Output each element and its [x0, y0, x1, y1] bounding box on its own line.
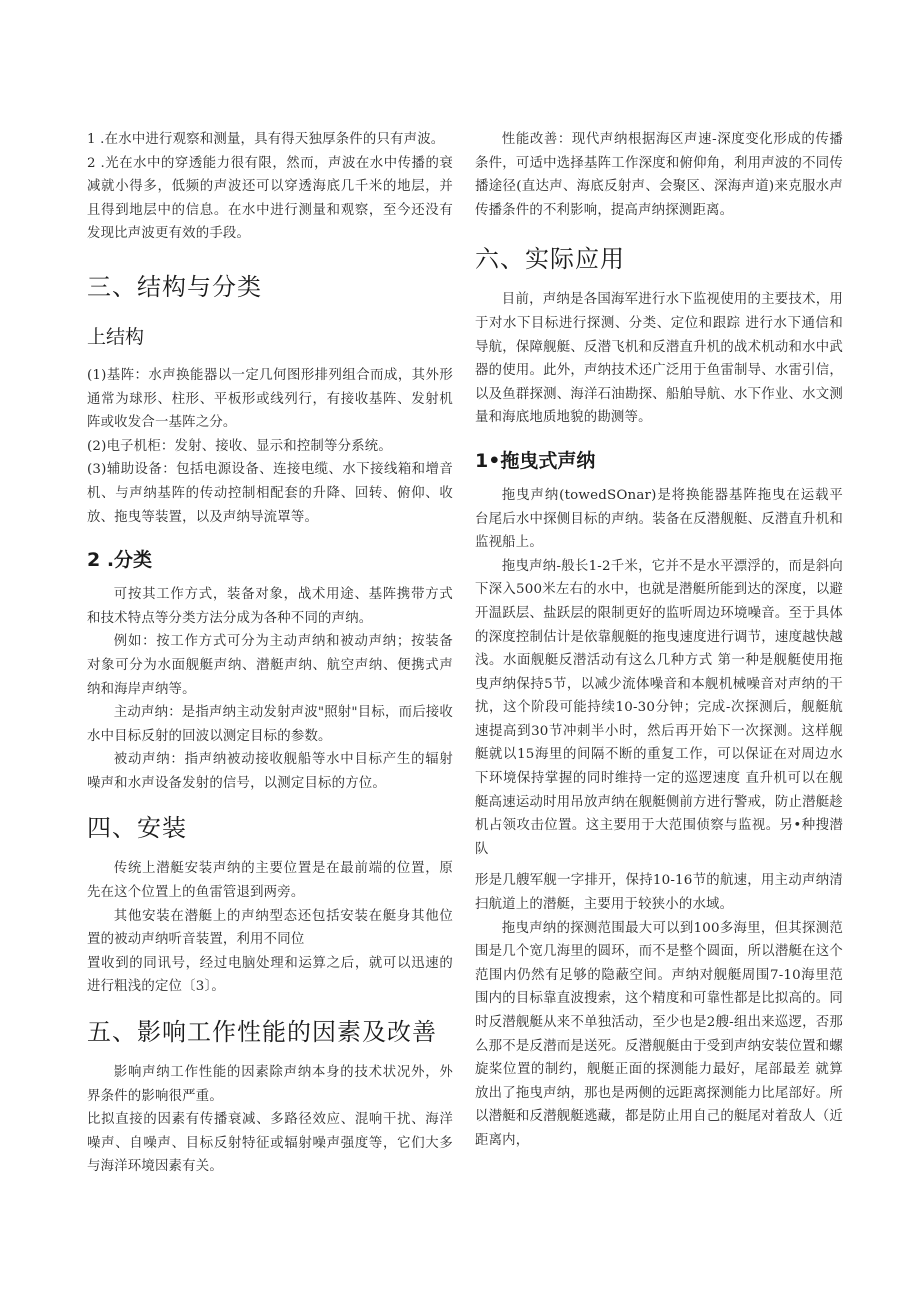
- paragraph-class-intro: 可按其工作方式，装备对象，战术用途、基阵携带方式和技术特点等分类方法分成为各种不同的声纳。: [87, 587, 453, 626]
- heading-classification: 2 .分类: [87, 549, 153, 572]
- heading-upper-structure: 上结构: [87, 325, 145, 348]
- heading-practical-application: 六、实际应用: [475, 245, 625, 274]
- paragraph-towed-3: 形是几艘军舰一字排开，保持10-16节的航速，用主动声纳清扫航道上的潜艇，主要用于较狭小的水域。: [475, 873, 843, 913]
- paragraph-towed-1: 拖曳声纳(towedSOnar)是将换能器基阵拖曳在运载平台尾后水中探侧目标的声纳。装备在反潜舰艇、反潜直升机和监视船上。: [475, 487, 843, 551]
- paragraph-class-example: 例如：按工作方式可分为主动声纳和被动声纳；按装备对象可分为水面舰艇声纳、潜艇声纳、航空声纳、便携式声纳和海岸声纳等。: [87, 634, 453, 697]
- paragraph-towed-2: 拖曳声纳-般长1-2千米，它并不是水平漂浮的，而是斜向下深入500米左右的水中，也就是潜艇所能到达的深度，以避开温跃层、盐跃层的限制更好的监听周边环境噪音。至于具体的深度控制估计是依靠舰艇的拖曳速度进行调节，速度越快越浅。水面舰艇反潜活动有这么几种方式 第一种是舰艇使用拖曳声纳保持5节，以减少流体噪音和本舰机械噪音对声纳的干扰，这个阶段可能持续10-30分钟；完成-次探测后，舰艇航速提高到30节冲刺半小时，然后再开始下一次探测。这样舰艇就以15海里的间隔不断的重复工作，可以保证在对周边水下环境保持掌握的同时维持一定的巡逻速度 直升机可以在舰艇高速运动时用吊放声纳在舰艇侧前方进行警戒，防止潜艇趁机占领攻击位置。这主要用于大范围侦察与监视。另•种搜潜队: [475, 558, 843, 857]
- paragraph-factors-1: 影响声纳工作性能的因素除声纳本身的技术状况外，外界条件的影响很严重。: [87, 1065, 453, 1104]
- paragraph-performance-improvement: 性能改善：现代声纳根据海区声速-深度变化形成的传播条件，可适中选择基阵工作深度和俯仰角，利用声波的不同传播途径(直达声、海底反射声、会聚区、深海声道)来克服水声传播条件的不利影响，提高声纳探测距离。: [475, 132, 843, 218]
- heading-towed-sonar: 1•拖曳式声纳: [475, 449, 596, 472]
- paragraph-advantage-1: 1 .在水中进行观察和测量，具有得天独厚条件的只有声波。: [87, 132, 445, 147]
- heading-performance-factors: 五、影响工作性能的因素及改善: [87, 1018, 437, 1047]
- paragraph-electronics: (2)电子机柜：发射、接收、显示和控制等分系统。: [87, 438, 392, 454]
- paragraph-install-3: 置收到的同讯号，经过电脑处理和运算之后，就可以迅速的进行粗浅的定位〔3〕。: [87, 955, 453, 995]
- heading-structure-classification: 三、结构与分类: [87, 272, 262, 301]
- paragraph-install-2: 其他安装在潜艇上的声纳型态还包括安装在艇身其他位置的被动声纳听音装置，利用不同位: [87, 908, 453, 948]
- paragraph-advantage-2: 2 .光在水中的穿透能力很有限，然而，声波在水中传播的衰减就小得多，低频的声波还可以穿透海底几千米的地层，并且得到地层中的信息。在水中进行测量和观察，至今还没有发现比声波更有效的手段。: [87, 155, 453, 242]
- heading-installation: 四、安装: [87, 814, 187, 843]
- paragraph-array: (1)基阵：水声换能器以一定几何图形排列组合而成，其外形通常为球形、柱形、平板形或线列行，有接收基阵、发射机阵或收发合一基阵之分。: [87, 367, 453, 431]
- paragraph-active-sonar: 主动声纳：是指声纳主动发射声波"照射"目标，而后接收水中目标反射的回波以测定目标的参数。: [87, 705, 453, 744]
- paragraph-application: 目前，声纳是各国海军进行水下监视使用的主要技术，用于对水下目标进行探测、分类、定位和跟踪 进行水下通信和导航，保障舰艇、反潜飞机和反潜直升机的战术机动和水中武器的使用。此外，声纳技术还广泛用于鱼雷制导、水雷引信，以及鱼群探测、海洋石油勘探、船舶导航、水下作业、水文测量和海底地质地貌的勘测等。: [475, 292, 843, 426]
- right-column: [475, 128, 843, 1153]
- paragraph-towed-4: 拖曳声纳的探测范围最大可以到100多海里，但其探测范围是几个宽几海里的圆环，而不是整个圆面，所以潜艇在这个范围内仍然有足够的隐蔽空间。声纳对舰艇周围7-10海里范围内的目标靠直波搜索，这个精度和可靠性都是比拟高的。同时反潜舰艇从来不单独活动，至少也是2艘-组出来巡逻，否那么那不是反潜而是送死。反潜舰艇由于受到声纳安装位置和螺旋桨位置的制约，舰艇正面的探测能力最好，尾部最差 就算放出了拖曳声纳，那也是两侧的远距离探测能力比尾部好。所以潜艇和反潜舰艇逃藏，都是防止用自己的艇尾对着敌人（近距离内，: [475, 920, 843, 1148]
- left-column: [87, 128, 453, 1179]
- paragraph-auxiliary: (3)辅助设备：包括电源设备、连接电缆、水下接线箱和增音机、与声纳基阵的传动控制相配套的升降、回转、俯仰、收放、拖曳等装置，以及声纳导流罩等。: [87, 462, 453, 525]
- paragraph-passive-sonar: 被动声纳：指声纳被动接收舰船等水中目标产生的辐射噪声和水声设备发射的信号，以测定目标的方位。: [87, 752, 453, 791]
- paragraph-factors-2: 比拟直接的因素有传播衰减、多路径效应、混响干扰、海洋噪声、自噪声、目标反射特征或辐射噪声强度等，它们大多与海洋环境因素有关。: [87, 1112, 453, 1175]
- paragraph-install-1: 传统上潜艇安装声纳的主要位置是在最前端的位置，原先在这个位置上的鱼雷管退到两旁。: [87, 861, 453, 901]
